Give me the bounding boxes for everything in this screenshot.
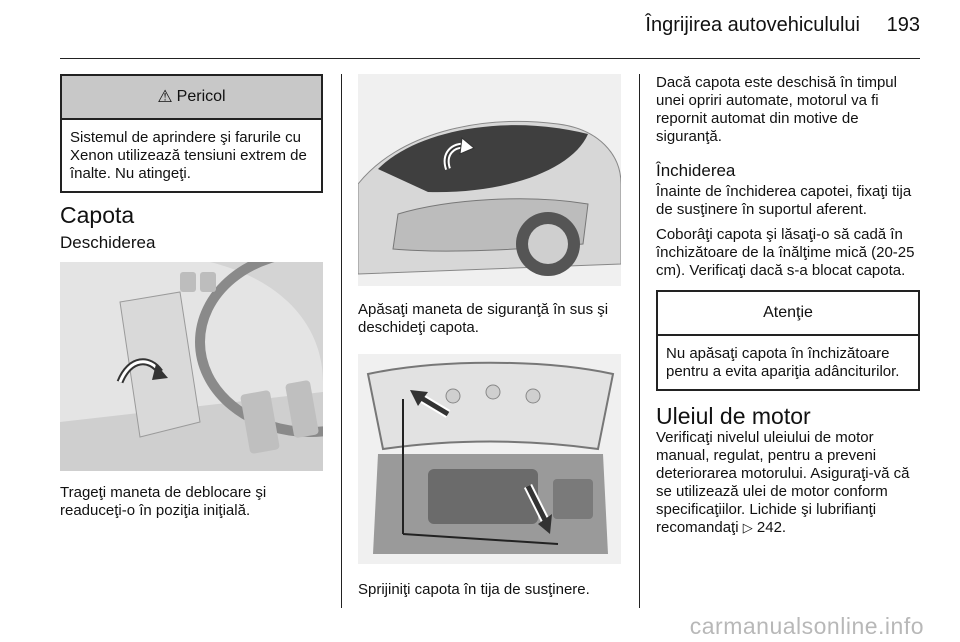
watermark: carmanualsonline.info [689, 613, 924, 639]
warning-triangle-icon: ⚠ [157, 87, 173, 106]
column-1 [60, 74, 323, 520]
oil-body-text: Verificaţi nivelul uleiului de motor manual, regulat, pentru a preveni deteriorarea motorului. Asiguraţi-vă că se utilizează ulei de motor conform specificaţiilor. Lichide şi lubrifianţi recomandaţi [656, 429, 910, 536]
danger-box [60, 74, 323, 193]
chapter-title: Îngrijirea autovehiculului [645, 14, 860, 36]
caption-prop-rod: Sprijiniţi capota în tija de susţinere. [358, 581, 590, 598]
header-rule [60, 58, 920, 59]
figure-safety-catch [358, 74, 621, 286]
closing-paragraph-2: Coborâţi capota şi lăsaţi-o să cadă în închizătoare de la înălţime mică (20-25 cm). Verificaţi dacă s-a blocat capota. [656, 226, 915, 279]
danger-box-header [62, 76, 321, 120]
figure-hood-release-lever [60, 262, 323, 471]
danger-box-title: Pericol [176, 88, 226, 105]
caution-box-title: Atenţie [763, 304, 813, 321]
closing-title: Închiderea [656, 161, 736, 180]
engine-bay-illustration [358, 354, 621, 564]
column-divider-1 [341, 74, 342, 608]
oil-section-title: Uleiul de motor [656, 403, 811, 429]
oil-page-reference[interactable]: 242. [756, 519, 787, 536]
caption-release-lever: Trageţi maneta de deblocare şi readuceţi-o în poziţia iniţială. [60, 484, 267, 519]
caution-box [656, 290, 920, 391]
section-title: Capota [60, 202, 135, 228]
column-2 [358, 74, 621, 599]
figure-hood-prop-rod [358, 354, 621, 564]
auto-stop-note: Dacă capota este deschisă în timpul unei opriri automate, motorul va fi repornit automat din motive de siguranţă. [656, 74, 897, 145]
danger-box-body: Sistemul de aprindere şi farurile cu Xenon utilizează tensiuni extrem de înalte. Nu atingeţi. [70, 129, 307, 182]
caution-box-body: Nu apăsaţi capota în închizătoare pentru a evita apariţia adânciturilor. [666, 345, 900, 380]
hood-release-illustration [60, 262, 323, 471]
caution-box-header [658, 292, 918, 336]
column-divider-2 [639, 74, 640, 608]
page-number: 193 [886, 14, 920, 36]
caption-safety-catch: Apăsaţi maneta de siguranţă în sus şi deschideţi capota. [358, 301, 609, 336]
subsection-title: Deschiderea [60, 233, 156, 252]
column-3 [656, 74, 920, 537]
page-reference-arrow-icon: ▷ [742, 520, 753, 535]
closing-paragraph-1: Înainte de închiderea capotei, fixaţi tija de susţinere în suportul aferent. [656, 183, 912, 218]
car-front-illustration [358, 74, 621, 286]
oil-paragraph [656, 429, 920, 537]
